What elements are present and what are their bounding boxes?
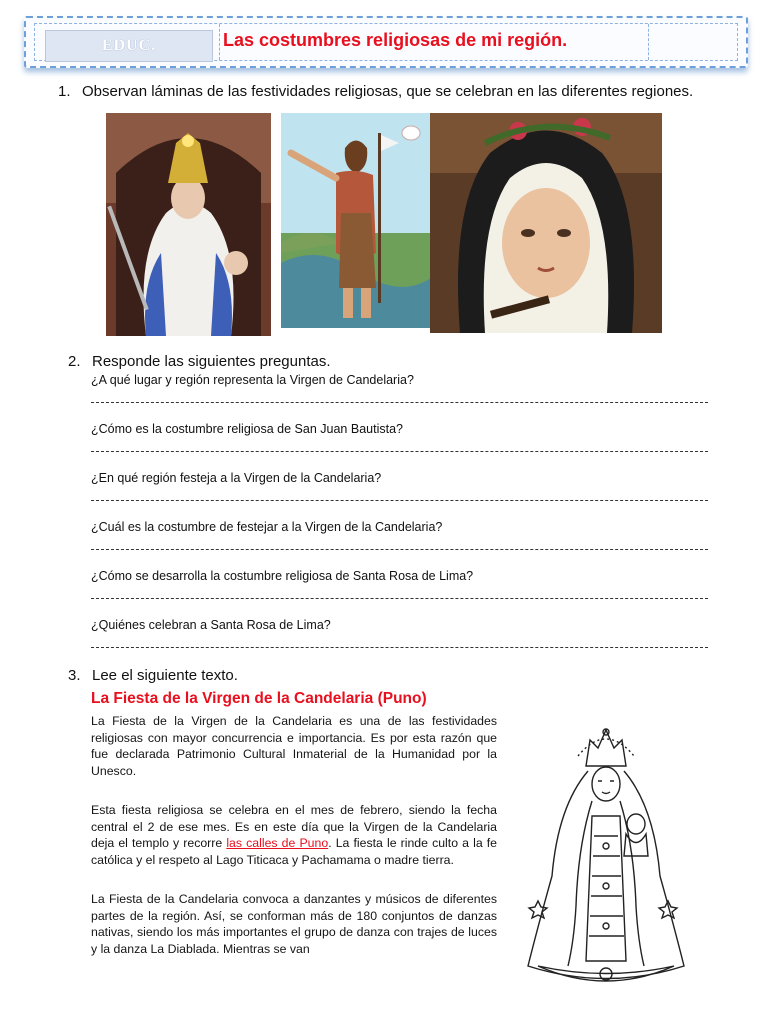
reading-paragraph-3: La Fiesta de la Candelaria convoca a danzantes y músicos de diferentes partes de la región. Así, se conforman más de 180 conjuntos de danzas nativas, siendo los más importantes el grupo de danza con trajes de luces y la danza La Diablada. Mientras se van [91,892,497,956]
question-text: ¿En qué región festeja a la Virgen de la Candelaria? [91,471,382,485]
calles-de-puno-link[interactable]: las calles de Puno [226,836,329,851]
subject-label: EDUC. [101,37,157,54]
reading-paragraph-2 [91,802,497,868]
header-banner [24,16,748,68]
page-title: Las costumbres religiosas de mi región. [223,30,568,50]
santa-rosa-de-lima-image [430,113,662,333]
question-2 [91,422,708,452]
san-juan-bautista-image [281,113,431,328]
question-text: ¿Cómo se desarrolla la costumbre religiosa de Santa Rosa de Lima? [91,569,474,583]
answer-line[interactable] [91,451,708,452]
question-text: ¿Quiénes celebran a Santa Rosa de Lima? [91,618,331,632]
question-4 [91,520,708,550]
section-2-number: 2. [68,353,81,370]
reading-title: La Fiesta de la Virgen de la Candelaria (Puno) [91,690,427,707]
section-1-number: 1. [58,83,71,100]
question-text: ¿Cuál es la costumbre de festejar a la Virgen de la Candelaria? [91,520,443,534]
question-5 [91,569,708,599]
section-2-instruction: Responde las siguientes preguntas. [92,353,331,370]
question-6 [91,618,708,648]
header-divider [648,24,649,60]
answer-line[interactable] [91,402,708,403]
section-3-number: 3. [68,667,81,684]
header-inner-frame [34,23,738,61]
question-1 [91,373,708,403]
virgen-coloring-drawing [508,726,704,988]
answer-line[interactable] [91,500,708,501]
reading-paragraph-1: La Fiesta de la Virgen de la Candelaria es una de las festividades religiosas con mayor concurrencia e importancia. Es por esta razón que fue declarada Patrimonio Cultural Inmaterial de la Humanidad por la Unesco. [91,714,497,778]
header-divider [219,24,220,60]
answer-line[interactable] [91,549,708,550]
question-3 [91,471,708,501]
answer-line[interactable] [91,647,708,648]
virgen-candelaria-image [106,113,271,336]
answer-line[interactable] [91,598,708,599]
paragraph-2-text-start: Esta fiesta religiosa se celebra en el mes de febrero, siendo la fecha central el 2 de ese mes. Es en este día que la Virgen de la Candelaria deja el templo y recorre [91,803,497,851]
section-3-instruction: Lee el siguiente texto. [92,667,238,684]
question-text: ¿A qué lugar y región representa la Virgen de Candelaria? [91,373,414,387]
paragraph-2-text-end: . La fiesta le rinde culto a la fe católica y el respeto al Lago Titicaca y Pachamama o madre tierra. [91,836,498,867]
question-text: ¿Cómo es la costumbre religiosa de San Juan Bautista? [91,422,403,436]
section-1-instruction: Observan láminas de las festividades religiosas, que se celebran en las diferentes regiones. [82,83,694,100]
subject-box [45,30,213,62]
